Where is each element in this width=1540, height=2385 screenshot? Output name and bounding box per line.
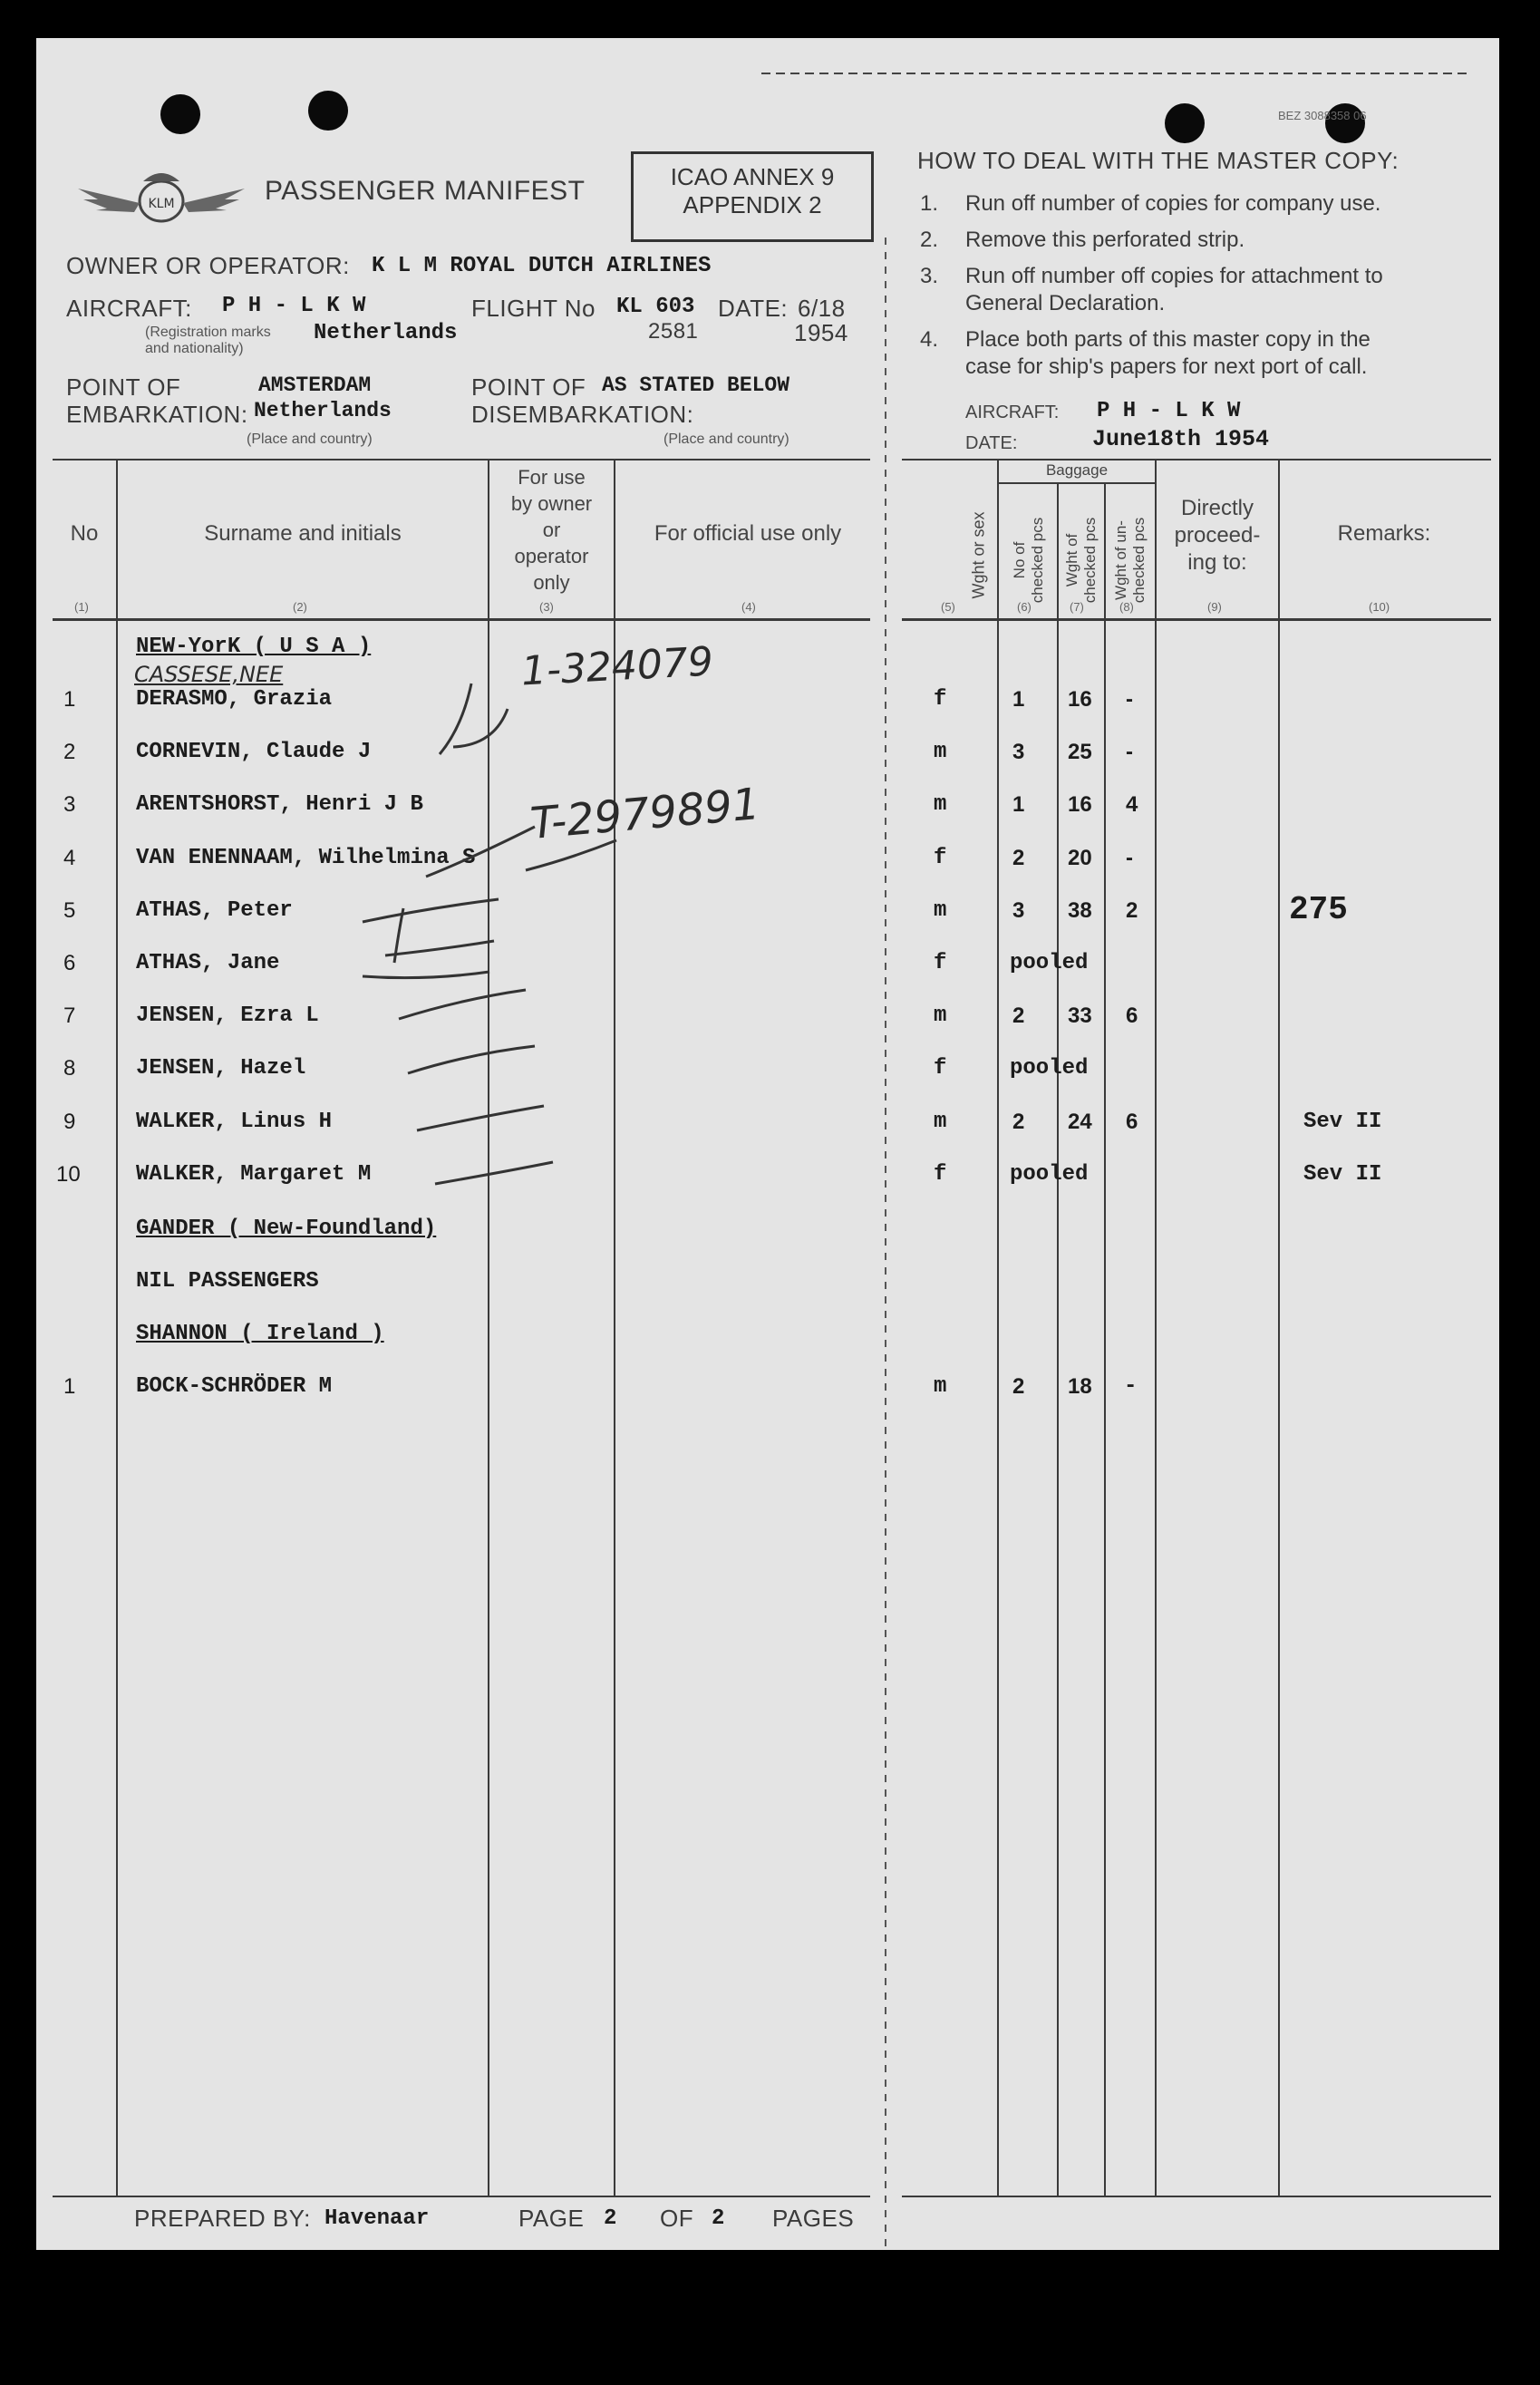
row-checked-pcs: 3 [1012, 740, 1025, 764]
row-pooled: pooled [1010, 1056, 1089, 1081]
shannon-row-wght: 18 [1068, 1374, 1092, 1399]
row-name: JENSEN, Hazel [136, 1056, 306, 1081]
of-value: 2 [712, 2206, 725, 2231]
row-wght-unchecked: - [1126, 687, 1133, 712]
embark-note: (Place and country) [247, 431, 373, 447]
instruction-number: 4. [920, 327, 939, 352]
section-heading-shannon: SHANNON ( Ireland ) [136, 1322, 384, 1346]
instr-aircraft-value: P H - L K W [1097, 399, 1241, 423]
date-year: 1954 [794, 319, 848, 346]
table-bottom-line-left [53, 2196, 870, 2197]
flight-label: FLIGHT No [471, 295, 596, 322]
strip-code: BEZ 3088358 06 [1278, 109, 1367, 122]
icao-line-1: ICAO ANNEX 9 [670, 163, 835, 190]
col-line [1278, 459, 1280, 2196]
instruction-item [920, 227, 1491, 254]
col-num: (10) [1369, 600, 1390, 614]
instr-aircraft-label: AIRCRAFT: [965, 402, 1060, 422]
col-header-remarks: Remarks: [1337, 521, 1431, 546]
row-sex: f [934, 951, 947, 975]
instr-date-label: DATE: [965, 433, 1018, 453]
instr-date-value: June18th 1954 [1092, 426, 1270, 452]
instruction-number: 2. [920, 228, 939, 252]
col-header-no: No [70, 521, 99, 546]
prepared-by-label: PREPARED BY: [134, 2205, 311, 2232]
row-name: ATHAS, Jane [136, 951, 280, 975]
row-remarks: Sev II [1303, 1110, 1382, 1134]
col-num: (5) [941, 600, 955, 614]
owner-use-line: only [533, 571, 570, 594]
row-wght-checked: 16 [1068, 792, 1092, 817]
instruction-text-block [965, 263, 1383, 317]
col-header-wght-sex: Wght or sex [969, 511, 988, 599]
aircraft-label: AIRCRAFT: [66, 295, 192, 322]
wght-checked-line: checked pcs [1081, 517, 1099, 604]
row-wght-checked: 25 [1068, 740, 1092, 764]
instruction-text: Run off number of copies for company use. [965, 191, 1381, 216]
instruction-text: General Declaration. [965, 291, 1166, 315]
manifest-page [36, 38, 1499, 2250]
wght-unchecked-line: checked pcs [1130, 517, 1148, 604]
instruction-number: 3. [920, 264, 939, 288]
date-value: 6/18 [798, 295, 846, 322]
row-number: 2 [63, 740, 76, 764]
embark-label-1: POINT OF [66, 373, 181, 401]
row-number: 4 [63, 846, 76, 870]
row-wght-unchecked: 6 [1126, 1110, 1138, 1134]
prepared-by-value: Havenaar [324, 2206, 430, 2231]
handwritten-number-1: 1-324079 [519, 638, 715, 695]
disembark-label-1: POINT OF [471, 373, 586, 401]
col-num: (2) [293, 600, 307, 614]
row-sex: f [934, 846, 947, 870]
registration-note-1: (Registration marks [145, 325, 271, 340]
owner-use-line: by owner [510, 492, 593, 515]
row-number: 8 [63, 1056, 76, 1081]
row-sex: m [934, 1110, 947, 1134]
row-checked-pcs: 1 [1012, 687, 1025, 712]
row-number: 3 [63, 792, 76, 817]
instruction-text-block [965, 326, 1371, 381]
row-pooled: pooled [1010, 951, 1089, 975]
col-header-name: Surname and initials [204, 521, 402, 546]
row-sex: f [934, 1056, 947, 1081]
row-number: 10 [56, 1162, 81, 1187]
owner-use-line: or [542, 519, 561, 541]
row-checked-pcs: 1 [1012, 792, 1025, 817]
row-name: JENSEN, Ezra L [136, 1003, 319, 1028]
aircraft-value: P H - L K W [222, 294, 366, 318]
row-name: CORNEVIN, Claude J [136, 740, 372, 764]
col-header-official: For official use only [654, 521, 842, 546]
punch-hole [1165, 103, 1205, 143]
section-heading-gander: GANDER ( New-Foundland) [136, 1217, 437, 1241]
row-sex: m [934, 740, 947, 764]
row-number: 6 [63, 951, 76, 975]
col-line [1104, 482, 1106, 2196]
row-remarks: 275 [1289, 891, 1348, 928]
directly-line: proceed- [1174, 523, 1261, 548]
wght-checked-line: Wght of [1063, 533, 1080, 587]
row-sex: m [934, 1003, 947, 1028]
embark-label-2: EMBARKATION: [66, 401, 248, 428]
shannon-row-no: 1 [63, 1374, 76, 1399]
instruction-item [920, 190, 1491, 218]
instruction-number: 1. [920, 191, 939, 216]
handwritten-maiden-name: CASSESE,NEE [134, 662, 284, 687]
row-number: 7 [63, 1003, 76, 1028]
instructions-list [920, 190, 1491, 381]
row-name: DERASMO, Grazia [136, 687, 333, 712]
row-number: 9 [63, 1110, 76, 1134]
owner-use-line: For use [518, 466, 586, 489]
row-checked-pcs: 2 [1012, 846, 1025, 870]
owner-label: OWNER OR OPERATOR: [66, 252, 350, 279]
shannon-row-pcs: 2 [1012, 1374, 1025, 1399]
page-value: 2 [604, 2206, 617, 2231]
row-wght-unchecked: - [1126, 846, 1133, 870]
section-heading-new-york: NEW-YorK ( U S A ) [136, 635, 372, 659]
checked-pcs-line: checked pcs [1029, 517, 1046, 604]
handwritten-pen-strokes [36, 38, 943, 1262]
page-title: PASSENGER MANIFEST [265, 176, 586, 206]
row-number: 1 [63, 687, 76, 712]
col-num: (1) [74, 600, 89, 614]
instruction-text: case for ship's papers for next port of call. [965, 354, 1368, 379]
table-top-line-right [902, 459, 1491, 461]
svg-text:KLM: KLM [148, 197, 175, 211]
row-pooled: pooled [1010, 1162, 1089, 1187]
row-remarks: Sev II [1303, 1162, 1382, 1187]
checked-pcs-line: No of [1011, 541, 1028, 579]
row-sex: m [934, 792, 947, 817]
col-header-baggage: Baggage [1045, 461, 1109, 479]
col-num: (7) [1070, 600, 1084, 614]
row-name: ARENTSHORST, Henri J B [136, 792, 423, 817]
disembark-value: AS STATED BELOW [602, 373, 790, 397]
baggage-sub-line [997, 482, 1157, 484]
embark-value-2: Netherlands [254, 399, 392, 422]
disembark-note: (Place and country) [663, 431, 789, 447]
row-name: WALKER, Margaret M [136, 1162, 372, 1187]
registration-note-2: and nationality) [145, 341, 244, 356]
owner-value: K L M ROYAL DUTCH AIRLINES [372, 254, 712, 278]
directly-line: Directly [1180, 496, 1254, 520]
instruction-item [920, 326, 1491, 381]
flight-value: KL 603 [616, 295, 695, 319]
aircraft-nationality: Netherlands [314, 321, 458, 345]
instruction-text: Run off number off copies for attachment to [965, 264, 1383, 288]
col-line [1057, 482, 1059, 2196]
owner-use-line: operator [514, 545, 589, 567]
disembark-label-2: DISEMBARKATION: [471, 401, 694, 428]
of-label: OF [660, 2205, 694, 2232]
col-line [1155, 459, 1157, 2196]
instruction-text: Place both parts of this master copy in the [965, 327, 1371, 352]
row-wght-unchecked: 6 [1126, 1003, 1138, 1028]
row-checked-pcs: 2 [1012, 1110, 1025, 1134]
col-line [997, 459, 999, 2196]
row-name: ATHAS, Peter [136, 898, 293, 923]
date-label: DATE: [718, 295, 789, 322]
row-wght-checked: 20 [1068, 846, 1092, 870]
row-wght-checked: 38 [1068, 898, 1092, 923]
row-wght-checked: 16 [1068, 687, 1092, 712]
shannon-row-unchecked: - [1124, 1374, 1138, 1399]
col-num: (4) [741, 600, 756, 614]
row-wght-unchecked: 2 [1126, 898, 1138, 923]
page-label: PAGE [518, 2205, 585, 2232]
icao-line-2: APPENDIX 2 [683, 191, 822, 218]
row-name: VAN ENENNAAM, Wilhelmina S [136, 846, 476, 870]
flight-sub: 2581 [648, 319, 699, 344]
row-wght-checked: 24 [1068, 1110, 1092, 1134]
table-header-bottom-right [902, 618, 1491, 621]
row-number: 5 [63, 898, 76, 923]
nil-passengers: NIL PASSENGERS [136, 1269, 319, 1294]
embark-value-1: AMSTERDAM [258, 373, 372, 397]
row-name: WALKER, Linus H [136, 1110, 333, 1134]
row-wght-unchecked: - [1126, 740, 1133, 764]
wght-unchecked-line: Wght of un- [1112, 520, 1129, 600]
row-checked-pcs: 2 [1012, 1003, 1025, 1028]
instructions-title: HOW TO DEAL WITH THE MASTER COPY: [917, 147, 1400, 174]
instruction-text: Remove this perforated strip. [965, 228, 1245, 252]
pages-label: PAGES [772, 2205, 855, 2232]
col-num: (3) [539, 600, 554, 614]
handwritten-number-2: T-2979891 [528, 779, 762, 849]
col-num: (8) [1119, 600, 1134, 614]
table-bottom-line-right [902, 2196, 1491, 2197]
row-sex: f [934, 1162, 947, 1187]
row-sex: m [934, 898, 947, 923]
row-checked-pcs: 3 [1012, 898, 1025, 923]
col-num: (9) [1207, 600, 1222, 614]
col-num: (6) [1017, 600, 1032, 614]
row-wght-checked: 33 [1068, 1003, 1092, 1028]
directly-line: ing to: [1187, 550, 1247, 575]
shannon-row-sex: m [934, 1374, 947, 1399]
shannon-row-name: BOCK-SCHRÖDER M [136, 1374, 333, 1399]
row-wght-unchecked: 4 [1126, 792, 1138, 817]
row-sex: f [934, 687, 947, 712]
col-header-directly [1157, 495, 1278, 577]
instruction-item [920, 263, 1491, 317]
